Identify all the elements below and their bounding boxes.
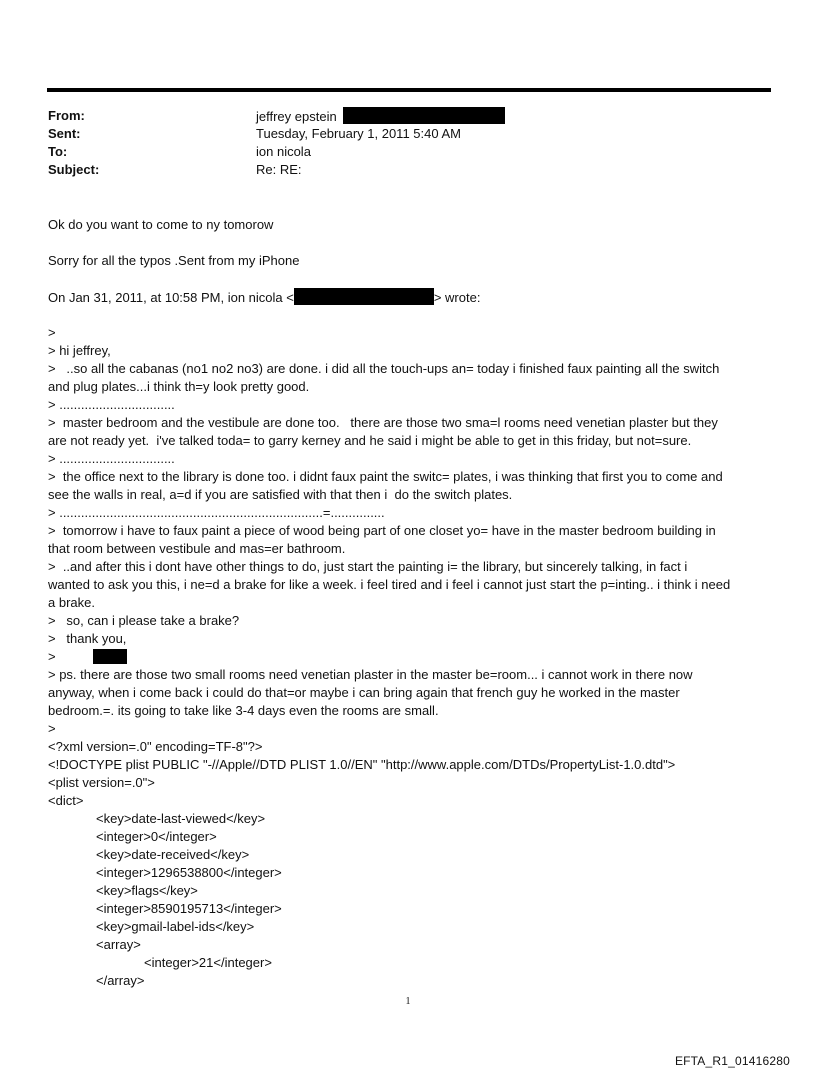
quoted-line: > ..so all the cabanas (no1 no2 no3) are done. i did all the touch-ups an= today i finished faux painting all the switch bbox=[48, 361, 720, 376]
plist-line: </array> bbox=[96, 973, 145, 988]
to-label: To: bbox=[48, 144, 68, 159]
plist-line: <key>date-last-viewed</key> bbox=[96, 811, 266, 826]
sent-label: Sent: bbox=[48, 126, 81, 141]
plist-line: <key>flags</key> bbox=[96, 883, 198, 898]
plist-line: <integer>21</integer> bbox=[144, 955, 272, 970]
quoted-line: > ..and after this i dont have other things to do, just start the painting i= the library, but sincerely talking, in fact i bbox=[48, 559, 688, 574]
quoted-line: > master bedroom and the vestibule are done too. there are those two sma=l rooms need venetian plaster but they bbox=[48, 415, 718, 430]
redaction-box bbox=[93, 649, 127, 664]
quoted-line: > so, can i please take a brake? bbox=[48, 613, 240, 628]
from-value bbox=[256, 107, 505, 126]
plist-line: <?xml version=.0" encoding=TF-8"?> bbox=[48, 739, 263, 754]
plist-line: <dict> bbox=[48, 793, 84, 808]
quoted-line: > ................................ bbox=[48, 451, 175, 466]
to-value: ion nicola bbox=[256, 144, 311, 159]
quoted-line: anyway, when i come back i could do that=or maybe i can bring again that french guy he worked in the master bbox=[48, 685, 680, 700]
quoted-line: > .........................................................................=............... bbox=[48, 505, 385, 520]
quoted-line: > hi jeffrey, bbox=[48, 343, 111, 358]
quoted-line: > ................................ bbox=[48, 397, 175, 412]
plist-line: <array> bbox=[96, 937, 141, 952]
quoted-signature-line bbox=[48, 648, 770, 666]
page-number: 1 bbox=[405, 996, 411, 1007]
quoted-line: a brake. bbox=[48, 595, 95, 610]
quote-marker: > bbox=[48, 649, 56, 664]
message-line-2: Sorry for all the typos .Sent from my iPhone bbox=[48, 253, 300, 268]
quoted-line: > tomorrow i have to faux paint a piece of wood being part of one closet yo= have in the master bedroom building in bbox=[48, 523, 716, 538]
quoted-block bbox=[48, 324, 770, 738]
subject-value: Re: RE: bbox=[256, 162, 302, 177]
quote-intro-wrote: > wrote: bbox=[433, 290, 481, 305]
quoted-line: are not ready yet. i've talked toda= to garry kerney and he said i might be able to get in this friday, but not=sure. bbox=[48, 433, 692, 448]
quoted-line: bedroom.=. its going to take like 3-4 days even the rooms are small. bbox=[48, 703, 439, 718]
quote-intro-text: On Jan 31, 2011, at 10:58 PM, ion nicola < bbox=[48, 290, 294, 305]
header-rule bbox=[47, 88, 771, 92]
plist-line: <key>date-received</key> bbox=[96, 847, 250, 862]
subject-label: Subject: bbox=[48, 162, 100, 177]
redaction-box bbox=[343, 107, 505, 124]
from-label: From: bbox=[48, 108, 85, 123]
sent-value: Tuesday, February 1, 2011 5:40 AM bbox=[256, 126, 461, 141]
message-line-1: Ok do you want to come to ny tomorow bbox=[48, 217, 274, 232]
plist-line: <!DOCTYPE plist PUBLIC "-//Apple//DTD PLIST 1.0//EN" "http://www.apple.com/DTDs/PropertyList-1.0.dtd"> bbox=[48, 757, 676, 772]
quoted-line: > ps. there are those two small rooms need venetian plaster in the master be=room... i cannot work in there now bbox=[48, 667, 693, 682]
redaction-box bbox=[294, 288, 434, 305]
quoted-line: wanted to ask you this, i ne=d a brake for like a week. i feel tired and i feel i cannot just start the p=inting.. i think i need bbox=[48, 577, 731, 592]
quoted-line: and plug plates...i think th=y look pretty good. bbox=[48, 379, 310, 394]
quoted-line: > thank you, bbox=[48, 631, 127, 646]
quoted-line: see the walls in real, a=d if you are satisfied with that then i do the switch plates. bbox=[48, 487, 513, 502]
quoted-line: > bbox=[48, 721, 56, 736]
plist-line: <integer>0</integer> bbox=[96, 829, 217, 844]
quote-intro bbox=[48, 288, 770, 307]
plist-line: <integer>1296538800</integer> bbox=[96, 865, 282, 880]
from-name: jeffrey epstein bbox=[256, 109, 337, 124]
quoted-line: that room between vestibule and mas=er bathroom. bbox=[48, 541, 346, 556]
plist-block bbox=[48, 738, 770, 990]
quoted-line: > bbox=[48, 325, 56, 340]
document-id: EFTA_R1_01416280 bbox=[674, 1054, 790, 1068]
quoted-line: > the office next to the library is done too. i didnt faux paint the switc= plates, i was thinking that first you to come and bbox=[48, 469, 723, 484]
plist-line: <key>gmail-label-ids</key> bbox=[96, 919, 255, 934]
plist-line: <integer>8590195713</integer> bbox=[96, 901, 282, 916]
plist-line: <plist version=.0"> bbox=[48, 775, 155, 790]
